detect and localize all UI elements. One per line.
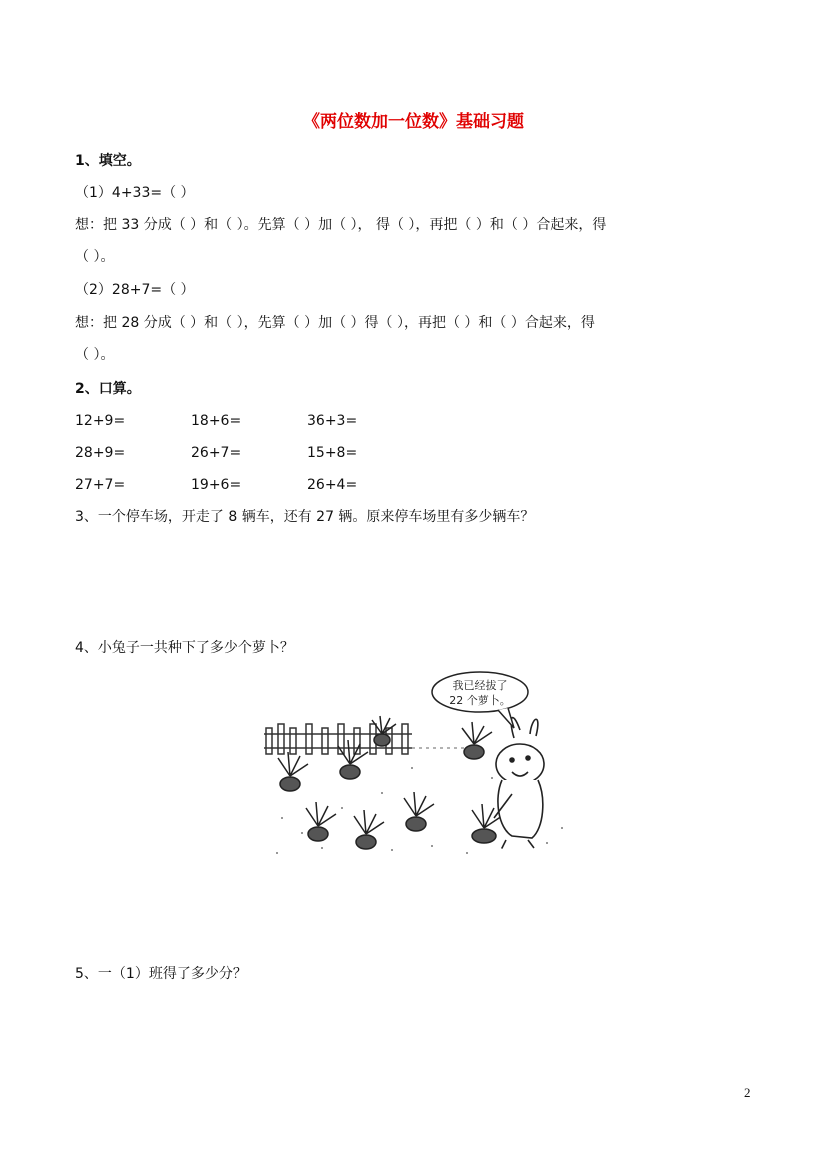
calc-item: 18+6= <box>191 413 242 429</box>
q1-heading: 1、填空。 <box>75 153 141 169</box>
q5-text: 5、一（1）班得了多少分？ <box>75 966 247 982</box>
calc-item: 26+7= <box>191 445 242 461</box>
bubble-line-2: 22 个萝卜。 <box>449 694 511 707</box>
q1-part2-end: （ ）。 <box>75 347 115 363</box>
calc-item: 27+7= <box>75 477 126 493</box>
calc-item: 15+8= <box>307 445 358 461</box>
q1-part2-think: 想：把 28 分成（ ）和（ ），先算（ ）加（ ）得（ ），再把（ ）和（ ）合起来，得 <box>75 315 595 331</box>
q1-part1: （1）4+33=（ ） <box>75 185 195 201</box>
calc-item: 36+3= <box>307 413 358 429</box>
q2-heading: 2、口算。 <box>75 381 141 397</box>
q1-part1-end: （ ）。 <box>75 249 115 265</box>
rabbit-carrot-illustration <box>262 668 578 860</box>
page-title: 《两位数加一位数》基础习题 <box>303 112 524 132</box>
q1-part1-think: 想：把 33 分成（ ）和（ ）。先算（ ）加（ ）， 得（ ），再把（ ）和（ ）合起来，得 <box>75 217 607 233</box>
q4-text: 4、小兔子一共种下了多少个萝卜？ <box>75 640 294 656</box>
q3-text: 3、一个停车场，开走了 8 辆车，还有 27 辆。原来停车场里有多少辆车？ <box>75 509 535 525</box>
calc-item: 28+9= <box>75 445 126 461</box>
calc-item: 12+9= <box>75 413 126 429</box>
calc-item: 19+6= <box>191 477 242 493</box>
bubble-line-1: 我已经拔了 <box>452 679 508 692</box>
page-number: 2 <box>744 1085 751 1100</box>
q1-part2: （2）28+7=（ ） <box>75 282 195 298</box>
calc-item: 26+4= <box>307 477 358 493</box>
